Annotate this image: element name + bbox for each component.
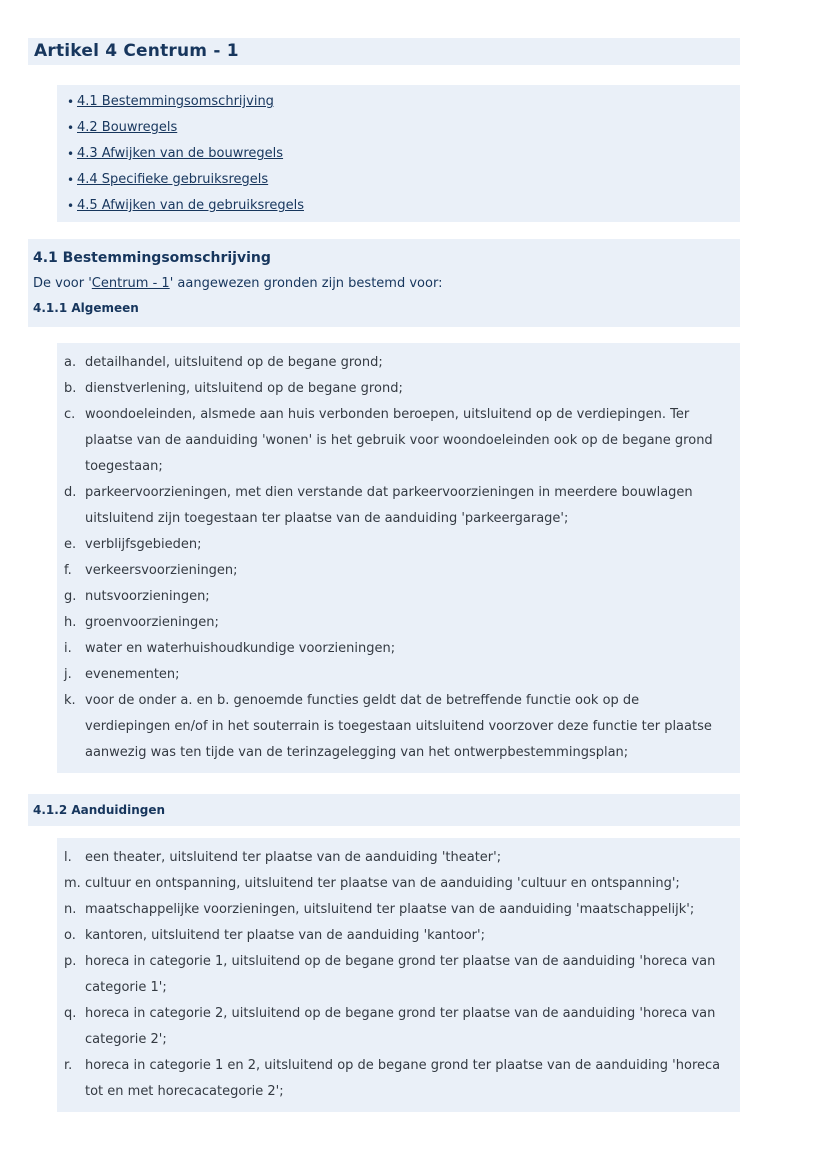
list-item bbox=[57, 871, 728, 897]
list-item-marker: n. bbox=[64, 902, 77, 917]
list-item-text: verblijfsgebieden; bbox=[85, 537, 202, 552]
list-item-marker: e. bbox=[64, 537, 77, 552]
list-item-text: een theater, uitsluitend ter plaatse van de aanduiding 'theater'; bbox=[85, 850, 502, 865]
list-item-marker: p. bbox=[64, 954, 77, 969]
list-item bbox=[57, 897, 728, 923]
list-item-text: evenementen; bbox=[85, 667, 180, 682]
list-item-text: kantoren, uitsluitend ter plaatse van de aanduiding 'kantoor'; bbox=[85, 928, 485, 943]
list-item-marker: k. bbox=[64, 693, 76, 708]
bullet-icon: • bbox=[67, 173, 75, 187]
list-item bbox=[57, 923, 728, 949]
list-item-text: water en waterhuishoudkundige voorzieningen; bbox=[85, 641, 396, 656]
section-4-1-heading: 4.1 Bestemmingsomschrijving bbox=[33, 250, 271, 266]
list-item-marker: q. bbox=[64, 1006, 77, 1021]
list-item bbox=[57, 845, 728, 871]
list-item-text: dienstverlening, uitsluitend op de begane grond; bbox=[85, 381, 403, 396]
list-item-text: groenvoorzieningen; bbox=[85, 615, 219, 630]
toc-link-bouwregels[interactable]: 4.2 Bouwregels bbox=[77, 120, 178, 135]
list-item bbox=[57, 480, 728, 532]
section-4-1-1-heading: 4.1.1 Algemeen bbox=[33, 301, 139, 315]
section-4-1-intro bbox=[33, 270, 732, 297]
list-item-text: parkeervoorzieningen, met dien verstande dat parkeervoorzieningen in meerdere bouwlagen uitsluitend zijn toegestaan ter plaatse van de aanduiding 'parkeergarage'; bbox=[85, 485, 693, 526]
document-page bbox=[0, 38, 830, 1168]
bullet-icon: • bbox=[67, 147, 75, 161]
section-4-1-2-heading: 4.1.2 Aanduidingen bbox=[33, 803, 166, 817]
list-item-text: horeca in categorie 2, uitsluitend op de begane grond ter plaatse van de aanduiding 'horeca van categorie 2'; bbox=[85, 1006, 716, 1047]
toc-item bbox=[57, 167, 740, 193]
toc-link-afwijken-gebruiksregels[interactable]: 4.5 Afwijken van de gebruiksregels bbox=[77, 198, 304, 213]
list-item-marker: i. bbox=[64, 641, 72, 656]
toc-link-bestemmingsomschrijving[interactable]: 4.1 Bestemmingsomschrijving bbox=[77, 94, 274, 109]
list-item-text: voor de onder a. en b. genoemde functies geldt dat de betreffende functie ook op de verdiepingen en/of in het souterrain is toegestaan uitsluitend voorzover deze functie ter plaatse aanwezig was ten tijde van de terinzagelegging van het ontwerpbestemmingsplan; bbox=[85, 693, 712, 760]
section-4-1-header-block bbox=[28, 239, 740, 327]
toc-item bbox=[57, 115, 740, 141]
list-item bbox=[57, 636, 728, 662]
list-aanduidingen bbox=[57, 838, 740, 1112]
intro-text-prefix: De voor ' bbox=[33, 276, 92, 291]
list-item-text: detailhandel, uitsluitend op de begane grond; bbox=[85, 355, 383, 370]
list-item-text: woondoeleinden, alsmede aan huis verbonden beroepen, uitsluitend op de verdiepingen. Ter plaatse van de aanduiding 'wonen' is het gebruik voor woondoeleinden ook op de begane grond toegestaan; bbox=[85, 407, 713, 474]
bullet-icon: • bbox=[67, 121, 75, 135]
list-item bbox=[57, 532, 728, 558]
list-item-marker: d. bbox=[64, 485, 77, 500]
section-4-1-2-header-bar bbox=[28, 794, 740, 826]
list-item-text: nutsvoorzieningen; bbox=[85, 589, 210, 604]
page-title: Artikel 4 Centrum - 1 bbox=[34, 41, 239, 61]
list-item bbox=[57, 376, 728, 402]
toc-link-afwijken-bouwregels[interactable]: 4.3 Afwijken van de bouwregels bbox=[77, 146, 284, 161]
list-item bbox=[57, 558, 728, 584]
toc-link-specifieke-gebruiksregels[interactable]: 4.4 Specifieke gebruiksregels bbox=[77, 172, 269, 187]
toc-item bbox=[57, 141, 740, 167]
list-item-text: verkeersvoorzieningen; bbox=[85, 563, 238, 578]
toc-item bbox=[57, 193, 740, 219]
intro-text-suffix: ' aangewezen gronden zijn bestemd voor: bbox=[169, 276, 443, 291]
list-item-marker: j. bbox=[64, 667, 72, 682]
list-item-marker: f. bbox=[64, 563, 72, 578]
toc-panel bbox=[57, 85, 740, 222]
list-item-text: horeca in categorie 1 en 2, uitsluitend op de begane grond ter plaatse van de aanduiding 'horeca tot en met horecacategorie 2'; bbox=[85, 1058, 721, 1099]
list-item bbox=[57, 610, 728, 636]
list-item bbox=[57, 1053, 728, 1105]
list-item-marker: c. bbox=[64, 407, 76, 422]
article-title-bar bbox=[28, 38, 740, 65]
list-item bbox=[57, 1001, 728, 1053]
list-item-marker: o. bbox=[64, 928, 76, 943]
centrum-1-link[interactable]: Centrum - 1 bbox=[91, 276, 170, 291]
list-item-marker: b. bbox=[64, 381, 77, 396]
list-item-marker: l. bbox=[64, 850, 72, 865]
list-item bbox=[57, 949, 728, 1001]
list-item-text: cultuur en ontspanning, uitsluitend ter plaatse van de aanduiding 'cultuur en ontspanning'; bbox=[85, 876, 680, 891]
list-item bbox=[57, 584, 728, 610]
list-item-marker: g. bbox=[64, 589, 77, 604]
bullet-icon: • bbox=[67, 95, 75, 109]
list-item-marker: r. bbox=[64, 1058, 73, 1073]
list-item bbox=[57, 402, 728, 480]
list-item-text: maatschappelijke voorzieningen, uitsluitend ter plaatse van de aanduiding 'maatschappelijk'; bbox=[85, 902, 695, 917]
list-item bbox=[57, 662, 728, 688]
list-item-marker: m. bbox=[64, 876, 81, 891]
list-item bbox=[57, 350, 728, 376]
toc-item bbox=[57, 89, 740, 115]
list-algemeen bbox=[57, 343, 740, 773]
list-item-text: horeca in categorie 1, uitsluitend op de begane grond ter plaatse van de aanduiding 'horeca van categorie 1'; bbox=[85, 954, 716, 995]
list-item-marker: a. bbox=[64, 355, 77, 370]
bullet-icon: • bbox=[67, 199, 75, 213]
list-item-marker: h. bbox=[64, 615, 77, 630]
list-item bbox=[57, 688, 728, 766]
